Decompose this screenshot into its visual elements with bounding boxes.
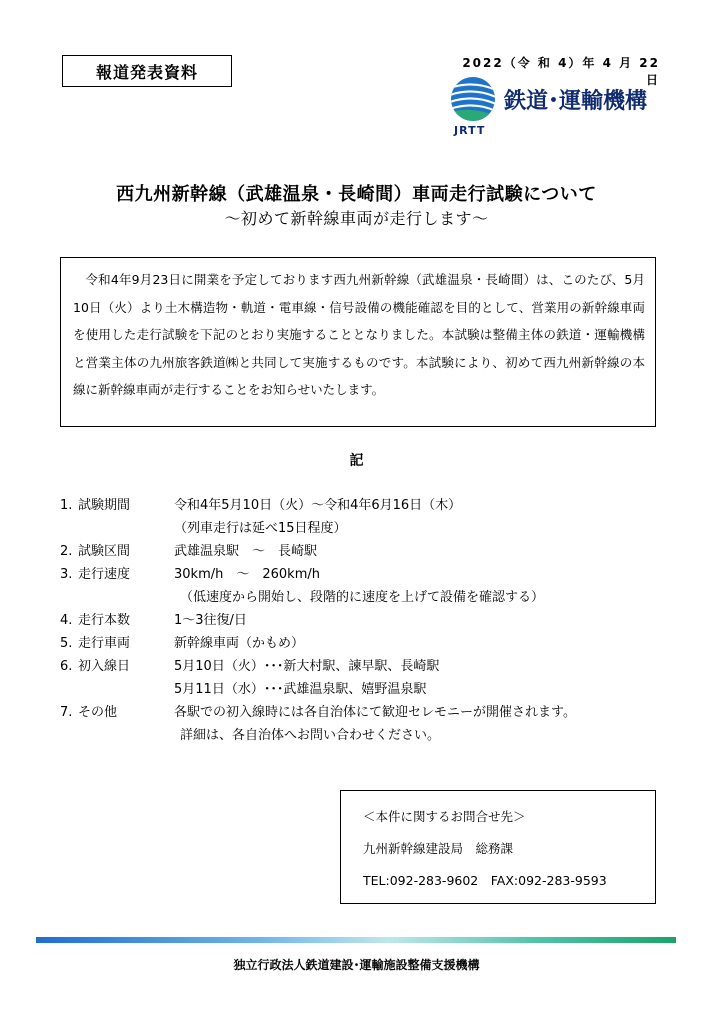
contact-phone: TEL:092-283-9602 FAX:092-283-9593 [363, 873, 607, 888]
item-value-2: 5月11日（水）･･･武雄温泉駅、嬉野温泉駅 [174, 682, 427, 697]
list-item [60, 540, 680, 563]
item-number: 3. [60, 567, 73, 582]
ki-heading: 記 [349, 453, 364, 469]
item-value: 各駅での初入線時には各自治体にて歓迎セレモニーが開催されます。 [174, 705, 576, 720]
item-value: 1～3往復/日 [174, 613, 247, 628]
item-number: 1. [60, 498, 73, 513]
item-number: 6. [60, 659, 73, 674]
item-label: 初入線日 [78, 659, 131, 674]
list-item [60, 563, 680, 609]
item-label: 走行速度 [78, 567, 131, 582]
list-item [60, 609, 680, 632]
item-value: 新幹線車両（かもめ） [174, 636, 305, 651]
press-release-label: 報道発表資料 [62, 55, 232, 87]
item-label: 走行車両 [78, 636, 131, 651]
item-number: 5. [60, 636, 73, 651]
item-label: 試験区間 [78, 544, 131, 559]
intro-paragraph: 令和4年9月23日に開業を予定しております西九州新幹線（武雄温泉・長崎間）は、このたび、5月10日（火）より土木構造物・軌道・電車線・信号設備の機能確認を目的として、営業用の新幹線車両を使用した走行試験を下記のとおり実施することとなりました。本試験は整備主体の鉄道・運輸機構と営業主体の九州旅客鉄道㈱と共同して実施するものです。本試験により、初めて西九州新幹線の本線に新幹線車両が走行することをお知らせいたします。 [60, 257, 656, 427]
item-number: 2. [60, 544, 73, 559]
item-note: 詳細は、各自治体へお問い合わせください。 [180, 728, 441, 743]
item-number: 7. [60, 705, 73, 720]
item-label: 走行本数 [78, 613, 131, 628]
item-note: （低速度から開始し、段階的に速度を上げて設備を確認する） [180, 590, 545, 605]
jrtt-logo [448, 72, 668, 142]
document-subtitle: ～初めて新幹線車両が走行します～ [224, 209, 489, 228]
list-item [60, 701, 680, 747]
item-label: 試験期間 [78, 498, 131, 513]
jrtt-globe-logo-icon [450, 76, 496, 122]
document-title: 西九州新幹線（武雄温泉・長崎間）車両走行試験について [116, 184, 597, 205]
contact-heading: ＜本件に関するお問合せ先＞ [363, 809, 526, 824]
item-value: 令和4年5月10日（火）～令和4年6月16日（木） [174, 498, 462, 513]
logo-abbreviation: JRTT [454, 124, 486, 137]
contact-box [340, 790, 656, 904]
release-date: 2022（令 和 4）年 4 月 22 日 [462, 56, 660, 87]
contact-office: 九州新幹線建設局 総務課 [363, 841, 514, 856]
logo-name: 鉄道･運輸機構 [504, 89, 648, 114]
item-label: その他 [78, 705, 118, 720]
item-value: 5月10日（火）･･･新大村駅、諫早駅、長崎駅 [174, 659, 440, 674]
list-item [60, 655, 680, 701]
details-list [60, 494, 680, 747]
item-note: （列車走行は延べ15日程度） [174, 521, 347, 536]
item-value: 武雄温泉駅 ～ 長崎駅 [174, 544, 318, 559]
list-item [60, 494, 680, 540]
footer-organization: 独立行政法人鉄道建設･運輸施設整備支援機構 [233, 958, 480, 972]
item-number: 4. [60, 613, 73, 628]
footer-gradient-bar [36, 937, 676, 943]
item-value: 30km/h ～ 260km/h [174, 567, 320, 582]
list-item [60, 632, 680, 655]
